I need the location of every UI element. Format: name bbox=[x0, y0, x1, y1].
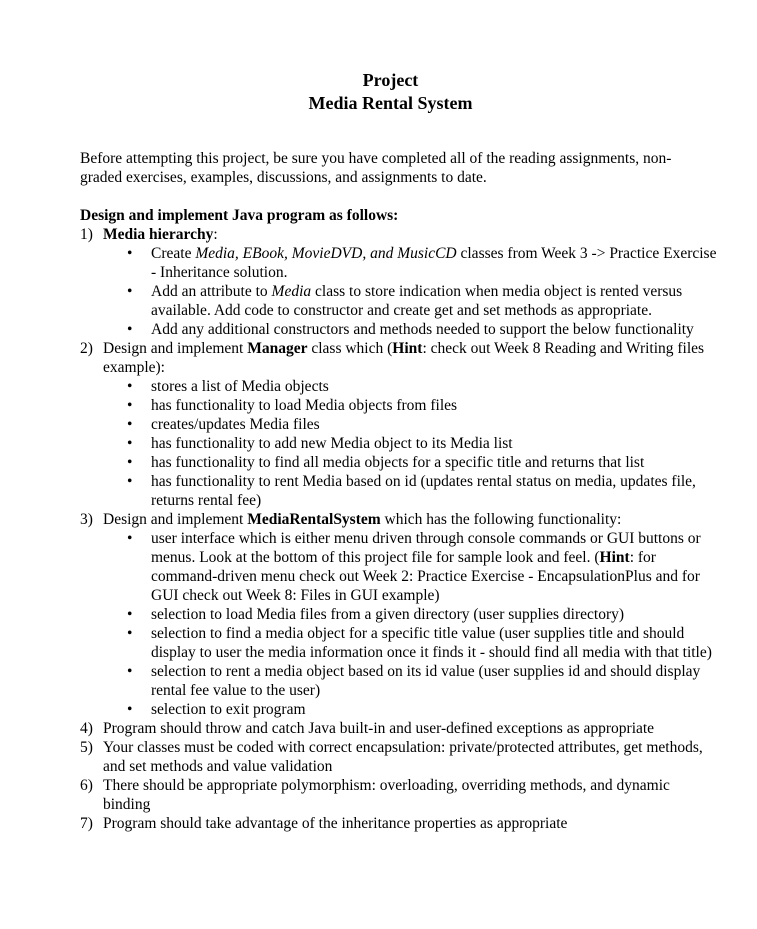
list-item-2: 2) Design and implement Manager class which (Hint: check out Week 8 Reading and Writing files example): bbox=[80, 340, 705, 376]
list-item-1: 1) Media hierarchy: bbox=[80, 226, 218, 243]
item-number: 1) bbox=[80, 226, 93, 243]
requirements-heading: Design and implement Java program as follows: bbox=[80, 207, 399, 224]
bullet-item: • selection to load Media files from a given directory (user supplies directory) bbox=[80, 605, 720, 624]
list-item-5: 5) Your classes must be coded with correct encapsulation: private/protected attributes, get methods, and set methods and value validation bbox=[80, 739, 703, 775]
item-number: 2) bbox=[80, 340, 93, 357]
bullet-item: • has functionality to add new Media object to its Media list bbox=[80, 434, 720, 453]
bullet-item: • Add any additional constructors and methods needed to support the below functionality bbox=[80, 320, 720, 339]
bullet-item: • selection to find a media object for a specific title value (user supplies title and should display to user the media information once it finds it - should find all media with that title) bbox=[80, 624, 720, 662]
list-item-3: 3) Design and implement MediaRentalSystem which has the following functionality: bbox=[80, 511, 622, 528]
bullet-item: • creates/updates Media files bbox=[80, 415, 720, 434]
list-item-7: 7) Program should take advantage of the inheritance properties as appropriate bbox=[80, 815, 568, 832]
bullet-item: • has functionality to rent Media based on id (updates rental status on media, updates file, returns rental fee) bbox=[80, 472, 720, 510]
bullet-item: • selection to rent a media object based on its id value (user supplies id and should display rental fee value to the user) bbox=[80, 662, 720, 700]
bullet-item: • user interface which is either menu driven through console commands or GUI buttons or menus. Look at the bottom of this project file for sample look and feel. (Hint: for command-driven menu check out Week 2: Practice Exercise - EncapsulationPlus and for GUI check out Week 8: Files in GUI example) bbox=[80, 529, 720, 605]
bullet-item: • has functionality to find all media objects for a specific title and returns that list bbox=[80, 453, 720, 472]
bullet-item: • selection to exit program bbox=[80, 700, 720, 719]
item-number: 7) bbox=[80, 815, 93, 832]
item-number: 6) bbox=[80, 777, 93, 794]
item-number: 3) bbox=[80, 511, 93, 528]
bullet-item: • has functionality to load Media objects from files bbox=[80, 396, 720, 415]
item-number: 5) bbox=[80, 739, 93, 756]
bullet-item: • stores a list of Media objects bbox=[80, 377, 720, 396]
item-number: 4) bbox=[80, 720, 93, 737]
project-title: Project bbox=[362, 70, 419, 90]
requirements-list bbox=[80, 225, 720, 833]
project-subtitle: Media Rental System bbox=[308, 93, 473, 113]
bullet-item: • Create Media, EBook, MovieDVD, and MusicCD classes from Week 3 -> Practice Exercise - Inheritance solution. bbox=[80, 244, 720, 282]
item-label: Media hierarchy bbox=[103, 226, 214, 243]
list-item-4: 4) Program should throw and catch Java built-in and user-defined exceptions as appropriate bbox=[80, 720, 655, 737]
intro-paragraph: Before attempting this project, be sure you have completed all of the reading assignments, non-graded exercises, examples, discussions, and assignments to date. bbox=[80, 150, 672, 186]
bullet-item: • Add an attribute to Media class to store indication when media object is rented versus available. Add code to constructor and create get and set methods as appropriate. bbox=[80, 282, 720, 320]
list-item-6: 6) There should be appropriate polymorphism: overloading, overriding methods, and dynamic binding bbox=[80, 777, 670, 813]
